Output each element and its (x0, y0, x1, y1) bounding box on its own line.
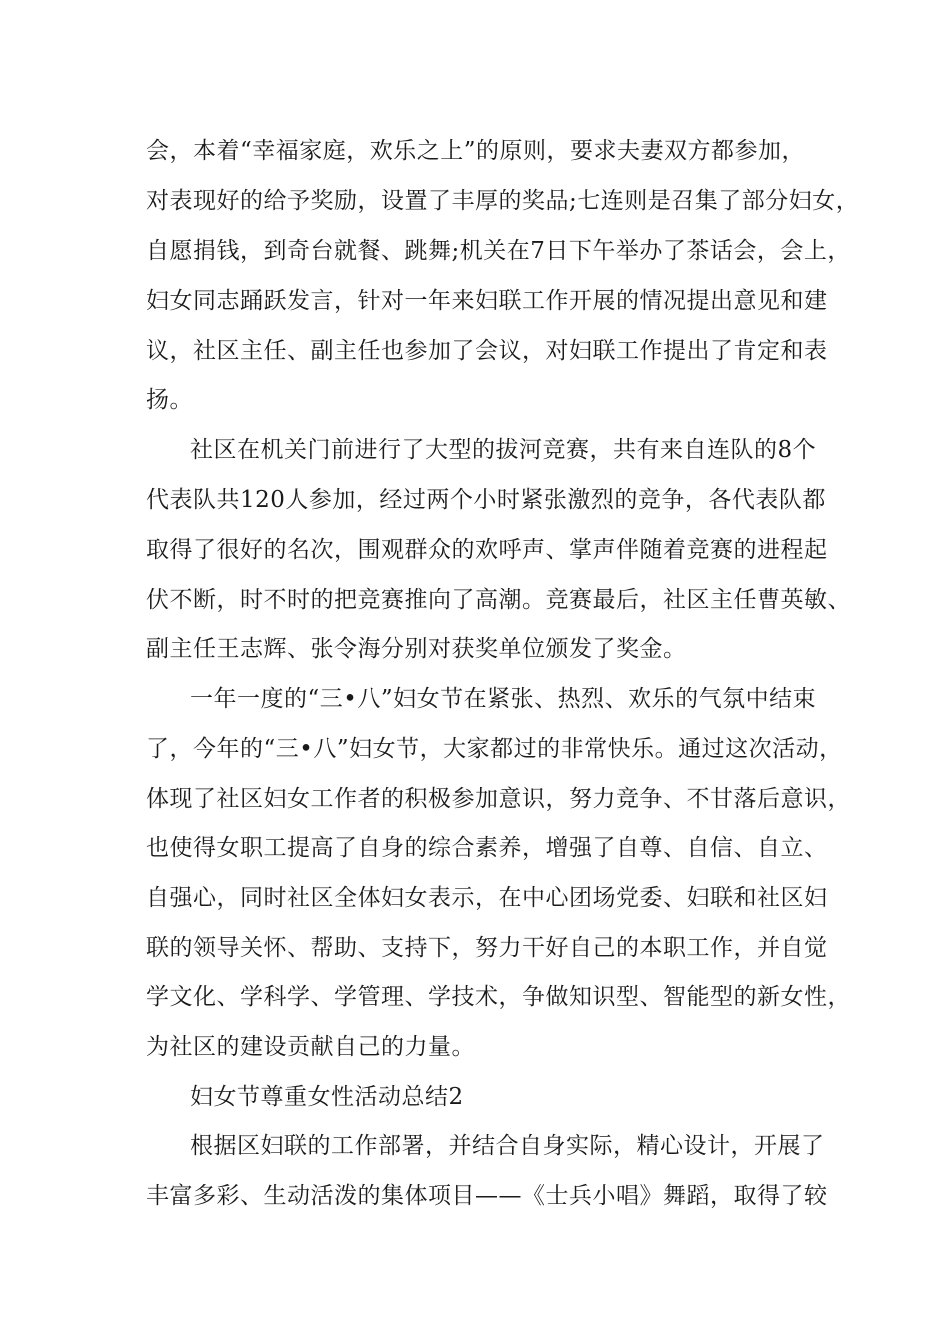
text-line: 扬。 (146, 387, 193, 413)
text-line: 了，今年的“三•八”妇女节，大家都过的非常快乐。通过这次活动， (146, 736, 843, 762)
text-line: 社区在机关门前进行了大型的拔河竞赛，共有来自连队的8个 (190, 437, 817, 463)
text-line: 丰富多彩、生动活泼的集体项目——《士兵小唱》舞蹈，取得了较 (146, 1183, 828, 1209)
text-line: 体现了社区妇女工作者的积极参加意识，努力竞争、不甘落后意识， (146, 786, 851, 812)
text-line: 副主任王志辉、张令海分别对获奖单位颁发了奖金。 (146, 636, 687, 662)
text-line: 议，社区主任、副主任也参加了会议，对妇联工作提出了肯定和表 (146, 338, 828, 364)
text-line: 会，本着“幸福家庭，欢乐之上”的原则，要求夫妻双方都参加， (146, 138, 806, 164)
text-line: 妇女同志踊跃发言，针对一年来妇联工作开展的情况提出意见和建 (146, 288, 828, 314)
text-line: 联的领导关怀、帮助、支持下，努力干好自己的本职工作，并自觉 (146, 935, 828, 961)
text-line: 学文化、学科学、学管理、学技术，争做知识型、智能型的新女性， (146, 984, 851, 1010)
text-line: 一年一度的“三•八”妇女节在紧张、热烈、欢乐的气氛中结束 (190, 686, 817, 712)
text-line: 自强心，同时社区全体妇女表示，在中心团场党委、妇联和社区妇 (146, 885, 828, 911)
text-line: 为社区的建设贡献自己的力量。 (146, 1034, 475, 1060)
text-line: 根据区妇联的工作部署，并结合自身实际，精心设计，开展了 (190, 1133, 825, 1159)
text-line: 伏不断，时不时的把竞赛推向了高潮。竞赛最后，社区主任曹英敏、 (146, 587, 851, 613)
text-line: 对表现好的给予奖励，设置了丰厚的奖品;七连则是召集了部分妇女， (146, 188, 860, 214)
text-line: 也使得女职工提高了自身的综合素养，增强了自尊、自信、自立、 (146, 835, 828, 861)
section-heading: 妇女节尊重女性活动总结2 (190, 1084, 464, 1110)
text-line: 自愿捐钱，到奇台就餐、跳舞;机关在7日下午举办了茶话会，会上， (146, 238, 851, 264)
text-line: 代表队共120人参加，经过两个小时紧张激烈的竞争，各代表队都 (146, 487, 826, 513)
text-line: 取得了很好的名次，围观群众的欢呼声、掌声伴随着竞赛的进程起 (146, 537, 828, 563)
